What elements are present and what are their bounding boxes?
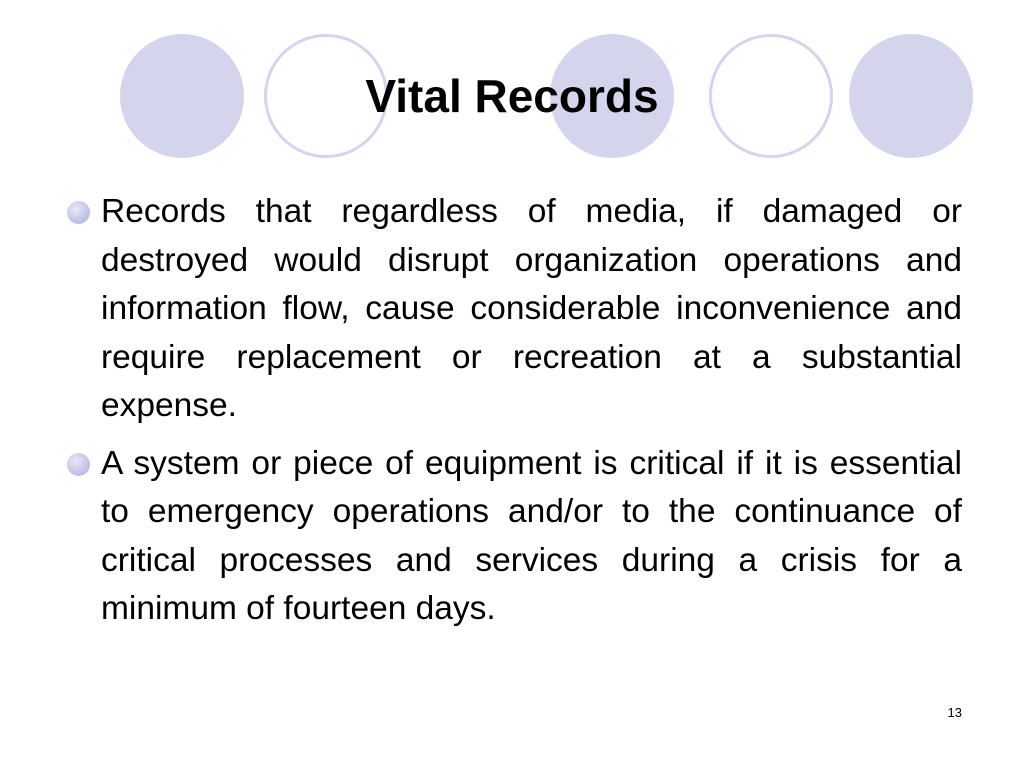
bullet-item — [64, 188, 962, 431]
circle-bullet-icon — [67, 453, 90, 476]
circle-bullet-icon — [67, 201, 90, 224]
bullet-text: A system or piece of equipment is critical if it is essential to emergency operations and/or to the continuance of critical processes and services during a crisis for a minimum of fourteen days. — [101, 444, 962, 627]
slide-title: Vital Records — [365, 70, 659, 122]
page-number: 13 — [947, 705, 962, 720]
bullet-list — [64, 188, 962, 643]
bullet-text: Records that regardless of media, if damaged or destroyed would disrupt organization operations and information flow, cause considerable inconvenience and require replacement or recreation at a substantial expense. — [101, 193, 962, 424]
bullet-item — [64, 440, 962, 634]
